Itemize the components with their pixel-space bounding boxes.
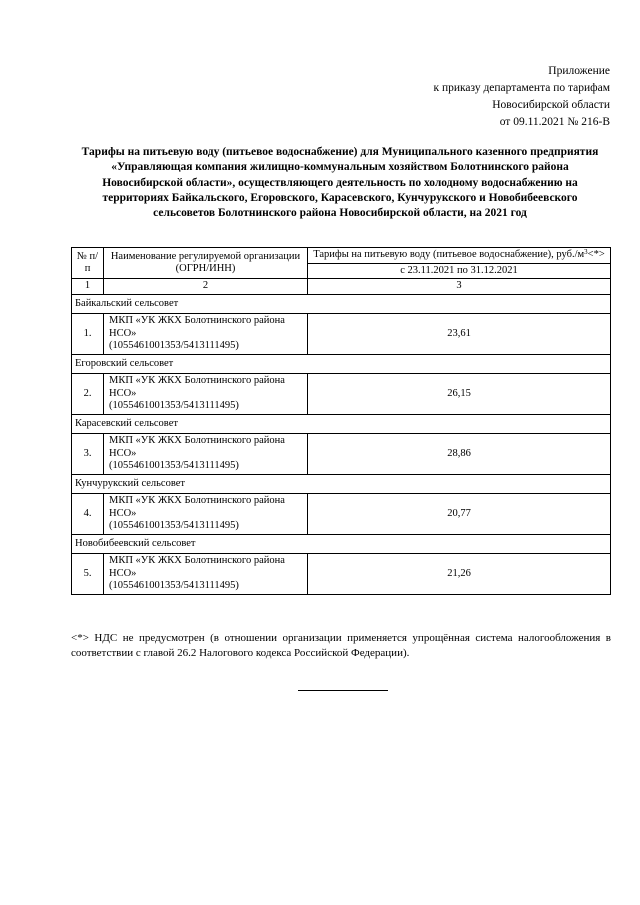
row-organization [104,434,308,475]
group-row [72,295,611,314]
header-tariff-sup: 3 [584,248,588,256]
footnote: <*> НДС не предусмотрен (в отношении организации применяется упрощённая система налогообложения в соответствии с главой 26.2 Налогового кодекса Российской Федерации). [71,632,611,659]
column-index: 2 [104,279,308,295]
row-num: 4. [72,494,104,535]
table-row [72,374,611,415]
group-name: Егоровский сельсовет [72,355,611,374]
row-num: 1. [72,314,104,355]
appendix-header [310,63,610,131]
document-title: Тарифы на питьевую воду (питьевое водоснабжение) для Муниципального казенного предприятия «Управляющая компания жилищно-коммунальным хозяйством Болотнинского района Новосибирской области», осуществляющего деятельность по холодному водоснабжению на территориях Байкальского, Егоровского, Карасевского, Кунчурукского и Новобибеевского сельсоветов Болотнинского района Новосибирской области, на 2021 год [81,146,599,220]
header-num: № п/п [72,248,104,279]
row-num: 5. [72,554,104,595]
row-org-name: МКП «УК ЖКХ Болотнинского района НСО» [109,435,285,459]
column-index-row [72,279,611,295]
row-tariff-value: 21,26 [308,554,611,595]
row-org-name: МКП «УК ЖКХ Болотнинского района НСО» [109,315,285,339]
row-org-ids: (1055461001353/5413111495) [109,460,239,472]
row-organization [104,554,308,595]
table-row [72,554,611,595]
row-tariff-value: 26,15 [308,374,611,415]
appendix-line: Новосибирской области [492,99,610,111]
row-org-ids: (1055461001353/5413111495) [109,580,239,592]
row-org-name: МКП «УК ЖКХ Болотнинского района НСО» [109,495,285,519]
header-org-name: Наименование регулируемой организации [110,250,301,262]
header-tariff-text: Тарифы на питьевую воду (питьевое водоснабжение), руб./м [313,249,585,260]
group-row [72,535,611,554]
row-org-name: МКП «УК ЖКХ Болотнинского района НСО» [109,555,285,579]
row-org-ids: (1055461001353/5413111495) [109,340,239,352]
column-index: 3 [308,279,611,295]
row-num: 2. [72,374,104,415]
group-row [72,355,611,374]
appendix-line: Приложение [548,65,610,77]
tariff-table [71,247,611,595]
appendix-order-date: от 09.11.2021 № 216-В [499,116,610,128]
header-tariff [308,248,611,264]
row-org-ids: (1055461001353/5413111495) [109,520,239,532]
column-index: 1 [72,279,104,295]
header-organization [104,248,308,279]
separator-line [298,690,388,691]
row-num: 3. [72,434,104,475]
group-name: Новобибеевский сельсовет [72,535,611,554]
row-org-name: МКП «УК ЖКХ Болотнинского района НСО» [109,375,285,399]
row-tariff-value: 20,77 [308,494,611,535]
group-row [72,415,611,434]
row-tariff-value: 28,86 [308,434,611,475]
table-row [72,434,611,475]
table-row [72,494,611,535]
appendix-line: к приказу департамента по тарифам [433,82,610,94]
header-org-ids: (ОГРН/ИНН) [175,263,236,274]
row-org-ids: (1055461001353/5413111495) [109,400,239,412]
group-row [72,475,611,494]
header-tariff-note: <*> [587,249,605,260]
table-row [72,314,611,355]
header-period: с 23.11.2021 по 31.12.2021 [308,263,611,279]
row-organization [104,374,308,415]
row-organization [104,314,308,355]
table-header-row [72,248,611,264]
group-name: Карасевский сельсовет [72,415,611,434]
row-tariff-value: 23,61 [308,314,611,355]
row-organization [104,494,308,535]
group-name: Байкальский сельсовет [72,295,611,314]
group-name: Кунчурукский сельсовет [72,475,611,494]
